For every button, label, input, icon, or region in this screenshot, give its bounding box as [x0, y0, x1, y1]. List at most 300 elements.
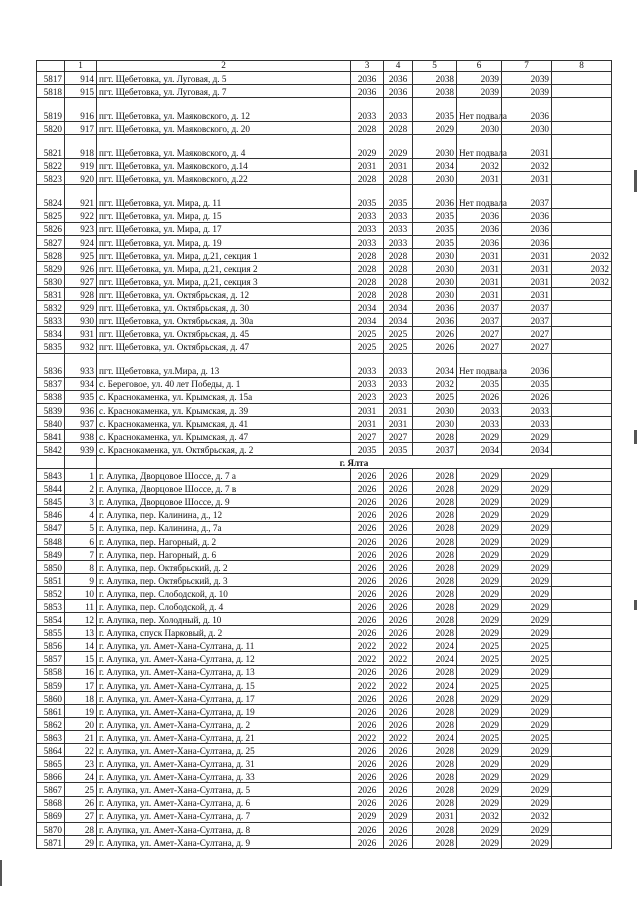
col7-year-cell: 2036 — [502, 98, 552, 122]
col7-year-cell: 2029 — [502, 429, 552, 442]
col5-year-cell: 2030 — [413, 135, 457, 159]
item-id-cell: 933 — [65, 353, 97, 377]
col8-year-cell — [552, 704, 612, 717]
address-cell: с. Береговое, ул. 40 лет Победы, д. 1 — [97, 377, 351, 390]
col5-year-cell: 2026 — [413, 340, 457, 353]
col8-year-cell — [552, 770, 612, 783]
item-id-cell: 26 — [65, 796, 97, 809]
table-row — [37, 442, 612, 455]
col3-year-cell: 2028 — [351, 274, 384, 287]
col6-cell: 2036 — [457, 235, 502, 248]
address-cell: г. Алупка, ул. Амет-Хана-Султана, д. 17 — [97, 691, 351, 704]
col4-year-cell: 2033 — [384, 377, 413, 390]
col3-year-cell: 2034 — [351, 314, 384, 327]
address-cell: г. Алупка, пер. Нагорный, д. 6 — [97, 547, 351, 560]
col5-year-cell: 2028 — [413, 796, 457, 809]
col7-year-cell: 2039 — [502, 85, 552, 98]
col4-year-cell: 2028 — [384, 288, 413, 301]
address-cell: г. Алупка, ул. Амет-Хана-Султана, д. 25 — [97, 744, 351, 757]
col5-year-cell: 2028 — [413, 717, 457, 730]
col4-year-cell: 2027 — [384, 429, 413, 442]
col8-year-cell — [552, 652, 612, 665]
table-row — [37, 704, 612, 717]
col5-year-cell: 2028 — [413, 508, 457, 521]
col4-year-cell: 2022 — [384, 652, 413, 665]
col4-year-cell: 2026 — [384, 495, 413, 508]
col7-year-cell: 2029 — [502, 469, 552, 482]
col8-year-cell — [552, 377, 612, 390]
table-row — [37, 717, 612, 730]
col3-year-cell: 2026 — [351, 796, 384, 809]
table-row — [37, 600, 612, 613]
table-row — [37, 691, 612, 704]
col5-year-cell: 2024 — [413, 652, 457, 665]
col3-year-cell: 2036 — [351, 72, 384, 85]
col3-year-cell: 2033 — [351, 222, 384, 235]
row-number-cell: 5829 — [37, 261, 65, 274]
col3-year-cell: 2026 — [351, 835, 384, 848]
address-cell: пгт. Щебетовка, ул. Октябрьская, д. 45 — [97, 327, 351, 340]
item-id-cell: 927 — [65, 274, 97, 287]
col3-year-cell: 2033 — [351, 209, 384, 222]
address-cell: г. Алупка, ул. Амет-Хана-Султана, д. 11 — [97, 639, 351, 652]
col5-year-cell: 2024 — [413, 678, 457, 691]
col5-year-cell: 2035 — [413, 209, 457, 222]
table-row — [37, 560, 612, 573]
col5-year-cell: 2028 — [413, 587, 457, 600]
table-row — [37, 757, 612, 770]
col6-cell: 2029 — [457, 770, 502, 783]
col4-year-cell: 2033 — [384, 222, 413, 235]
col6-cell: 2029 — [457, 835, 502, 848]
table-row — [37, 340, 612, 353]
col6-cell: 2033 — [457, 416, 502, 429]
table-row — [37, 796, 612, 809]
col4-year-cell: 2026 — [384, 744, 413, 757]
col3-year-cell: 2026 — [351, 770, 384, 783]
col4-year-cell: 2026 — [384, 783, 413, 796]
row-number-cell: 5848 — [37, 534, 65, 547]
col7-year-cell: 2025 — [502, 731, 552, 744]
col5-year-cell: 2035 — [413, 222, 457, 235]
col8-year-cell — [552, 482, 612, 495]
address-cell: пгт. Щебетовка, ул. Маяковского, д. 4 — [97, 135, 351, 159]
address-cell: г. Алупка, спуск Парковый, д. 2 — [97, 626, 351, 639]
col3-year-cell: 2026 — [351, 482, 384, 495]
col8-year-cell — [552, 85, 612, 98]
table-row — [37, 835, 612, 848]
col4-year-cell: 2034 — [384, 301, 413, 314]
row-number-cell: 5836 — [37, 353, 65, 377]
col4-year-cell: 2036 — [384, 85, 413, 98]
item-id-cell: 931 — [65, 327, 97, 340]
table-row — [37, 783, 612, 796]
address-cell: с. Краснокаменка, ул. Крымская, д. 41 — [97, 416, 351, 429]
col7-year-cell: 2037 — [502, 185, 552, 209]
col4-year-cell: 2029 — [384, 809, 413, 822]
table-row — [37, 744, 612, 757]
row-number-cell: 5842 — [37, 442, 65, 455]
row-number-cell: 5856 — [37, 639, 65, 652]
address-cell: пгт. Щебетовка, ул. Маяковского, д.22 — [97, 172, 351, 185]
col5-year-cell: 2036 — [413, 301, 457, 314]
col4-year-cell: 2026 — [384, 822, 413, 835]
column-header-row — [37, 61, 612, 72]
address-cell: г. Алупка, ул. Амет-Хана-Султана, д. 15 — [97, 678, 351, 691]
col7-year-cell: 2029 — [502, 600, 552, 613]
col7-year-cell: 2029 — [502, 757, 552, 770]
col6-cell: 2029 — [457, 783, 502, 796]
col8-year-cell — [552, 403, 612, 416]
col4-year-cell: 2028 — [384, 122, 413, 135]
col4-year-cell: 2029 — [384, 135, 413, 159]
col3-year-cell: 2026 — [351, 495, 384, 508]
table-row — [37, 72, 612, 85]
col8-year-cell — [552, 521, 612, 534]
col5-year-cell: 2028 — [413, 469, 457, 482]
col5-year-cell: 2035 — [413, 235, 457, 248]
item-id-cell: 11 — [65, 600, 97, 613]
item-id-cell: 926 — [65, 261, 97, 274]
item-id-cell: 932 — [65, 340, 97, 353]
item-id-cell: 937 — [65, 416, 97, 429]
item-id-cell: 925 — [65, 248, 97, 261]
table-row — [37, 85, 612, 98]
table-row — [37, 135, 612, 159]
col3-year-cell: 2031 — [351, 159, 384, 172]
table-row — [37, 172, 612, 185]
row-number-cell: 5847 — [37, 521, 65, 534]
col4-year-cell: 2022 — [384, 639, 413, 652]
col3-year-cell: 2026 — [351, 717, 384, 730]
col7-year-cell: 2029 — [502, 796, 552, 809]
col6-cell: 2034 — [457, 442, 502, 455]
col8-year-cell — [552, 809, 612, 822]
col3-year-cell: 2028 — [351, 261, 384, 274]
table-row — [37, 248, 612, 261]
col3-year-cell: 2026 — [351, 547, 384, 560]
address-cell: с. Краснокаменка, ул. Крымская, д. 39 — [97, 403, 351, 416]
scan-edge-mark — [0, 860, 2, 886]
col5-year-cell: 2030 — [413, 172, 457, 185]
col7-year-cell: 2035 — [502, 377, 552, 390]
col8-year-cell — [552, 731, 612, 744]
col4-year-cell: 2036 — [384, 72, 413, 85]
col5-year-cell: 2028 — [413, 665, 457, 678]
col7-year-cell: 2027 — [502, 327, 552, 340]
col8-year-cell — [552, 469, 612, 482]
col7-year-cell: 2029 — [502, 573, 552, 586]
col5-year-cell: 2028 — [413, 744, 457, 757]
col4-year-cell: 2022 — [384, 678, 413, 691]
row-number-cell: 5839 — [37, 403, 65, 416]
address-cell: пгт. Щебетовка, ул. Мира, д. 15 — [97, 209, 351, 222]
row-number-cell: 5869 — [37, 809, 65, 822]
col7-year-cell: 2029 — [502, 587, 552, 600]
row-number-cell: 5861 — [37, 704, 65, 717]
city-row-blank-cell — [65, 456, 97, 469]
col5-year-cell: 2030 — [413, 403, 457, 416]
item-id-cell: 21 — [65, 731, 97, 744]
col3-year-cell: 2035 — [351, 442, 384, 455]
scan-edge-mark — [634, 600, 637, 610]
table-row — [37, 185, 612, 209]
col3-year-cell: 2026 — [351, 469, 384, 482]
col7-year-cell: 2031 — [502, 288, 552, 301]
table-row — [37, 288, 612, 301]
address-cell: пгт. Щебетовка, ул. Мира, д. 11 — [97, 185, 351, 209]
address-cell: г. Алупка, ул. Амет-Хана-Султана, д. 6 — [97, 796, 351, 809]
header-cell: 8 — [552, 61, 612, 72]
address-cell: г. Алупка, ул. Амет-Хана-Султана, д. 31 — [97, 757, 351, 770]
col7-year-cell: 2031 — [502, 274, 552, 287]
col7-year-cell: 2029 — [502, 534, 552, 547]
col4-year-cell: 2028 — [384, 261, 413, 274]
table-row — [37, 587, 612, 600]
col3-year-cell: 2026 — [351, 757, 384, 770]
col4-year-cell: 2026 — [384, 665, 413, 678]
scan-edge-mark — [634, 430, 637, 444]
col3-year-cell: 2022 — [351, 652, 384, 665]
col7-year-cell: 2039 — [502, 72, 552, 85]
col6-cell: 2026 — [457, 390, 502, 403]
col6-cell: 2036 — [457, 222, 502, 235]
col8-year-cell — [552, 613, 612, 626]
col7-year-cell: 2029 — [502, 665, 552, 678]
col3-year-cell: 2026 — [351, 521, 384, 534]
col7-year-cell: 2029 — [502, 547, 552, 560]
col4-year-cell: 2025 — [384, 340, 413, 353]
col5-year-cell: 2024 — [413, 639, 457, 652]
col3-year-cell: 2026 — [351, 783, 384, 796]
city-heading-cell: г. Ялта — [97, 456, 612, 469]
header-cell: 2 — [97, 61, 351, 72]
item-id-cell: 8 — [65, 560, 97, 573]
col3-year-cell: 2026 — [351, 573, 384, 586]
col7-year-cell: 2029 — [502, 626, 552, 639]
row-number-cell: 5860 — [37, 691, 65, 704]
row-number-cell: 5843 — [37, 469, 65, 482]
col5-year-cell: 2028 — [413, 783, 457, 796]
col5-year-cell: 2028 — [413, 534, 457, 547]
table-row — [37, 495, 612, 508]
col5-year-cell: 2035 — [413, 98, 457, 122]
address-cell: г. Алупка, пер. Нагорный, д. 2 — [97, 534, 351, 547]
col6-cell: 2039 — [457, 72, 502, 85]
col3-year-cell: 2026 — [351, 822, 384, 835]
col6-cell: 2031 — [457, 288, 502, 301]
row-number-cell: 5849 — [37, 547, 65, 560]
item-id-cell: 914 — [65, 72, 97, 85]
table-row — [37, 222, 612, 235]
row-number-cell: 5853 — [37, 600, 65, 613]
col4-year-cell: 2034 — [384, 314, 413, 327]
col7-year-cell: 2037 — [502, 314, 552, 327]
col7-year-cell: 2032 — [502, 159, 552, 172]
address-cell: пгт. Щебетовка, ул. Октябрьская, д. 47 — [97, 340, 351, 353]
col7-year-cell: 2029 — [502, 495, 552, 508]
address-cell: пгт. Щебетовка, ул. Октябрьская, д. 30а — [97, 314, 351, 327]
col3-year-cell: 2033 — [351, 98, 384, 122]
item-id-cell: 921 — [65, 185, 97, 209]
row-number-cell: 5834 — [37, 327, 65, 340]
row-number-cell: 5867 — [37, 783, 65, 796]
row-number-cell: 5870 — [37, 822, 65, 835]
col5-year-cell: 2026 — [413, 327, 457, 340]
city-heading-row — [37, 456, 612, 469]
col3-year-cell: 2036 — [351, 85, 384, 98]
col6-cell: 2029 — [457, 469, 502, 482]
col7-year-cell: 2036 — [502, 353, 552, 377]
table-row — [37, 731, 612, 744]
scan-edge-mark — [634, 170, 637, 192]
col6-cell: Нет подвала — [457, 98, 502, 122]
col8-year-cell — [552, 534, 612, 547]
table-row — [37, 652, 612, 665]
address-cell: г. Алупка, пер. Октябрьский, д. 3 — [97, 573, 351, 586]
col4-year-cell: 2026 — [384, 757, 413, 770]
row-number-cell: 5819 — [37, 98, 65, 122]
item-id-cell: 19 — [65, 704, 97, 717]
row-number-cell: 5854 — [37, 613, 65, 626]
item-id-cell: 938 — [65, 429, 97, 442]
table-body — [37, 61, 612, 849]
col8-year-cell — [552, 665, 612, 678]
address-cell: г. Алупка, Дворцовое Шоссе, д. 7 в — [97, 482, 351, 495]
item-id-cell: 20 — [65, 717, 97, 730]
col3-year-cell: 2028 — [351, 288, 384, 301]
item-id-cell: 17 — [65, 678, 97, 691]
col8-year-cell — [552, 222, 612, 235]
item-id-cell: 28 — [65, 822, 97, 835]
item-id-cell: 15 — [65, 652, 97, 665]
item-id-cell: 922 — [65, 209, 97, 222]
col5-year-cell: 2028 — [413, 600, 457, 613]
row-number-cell: 5831 — [37, 288, 65, 301]
col5-year-cell: 2028 — [413, 613, 457, 626]
col8-year-cell — [552, 442, 612, 455]
col3-year-cell: 2031 — [351, 403, 384, 416]
item-id-cell: 1 — [65, 469, 97, 482]
address-cell: г. Алупка, ул. Амет-Хана-Султана, д. 21 — [97, 731, 351, 744]
address-cell: пгт. Щебетовка, ул. Маяковского, д. 12 — [97, 98, 351, 122]
table-row — [37, 547, 612, 560]
col6-cell: 2032 — [457, 809, 502, 822]
col7-year-cell: 2029 — [502, 613, 552, 626]
col7-year-cell: 2029 — [502, 770, 552, 783]
col8-year-cell — [552, 783, 612, 796]
col6-cell: 2029 — [457, 626, 502, 639]
address-cell: г. Алупка, пер. Слободской, д. 4 — [97, 600, 351, 613]
col5-year-cell: 2025 — [413, 390, 457, 403]
address-cell: г. Алупка, ул. Амет-Хана-Султана, д. 9 — [97, 835, 351, 848]
col6-cell: Нет подвала — [457, 185, 502, 209]
col4-year-cell: 2025 — [384, 327, 413, 340]
col3-year-cell: 2034 — [351, 301, 384, 314]
header-cell: 7 — [502, 61, 552, 72]
col3-year-cell: 2025 — [351, 340, 384, 353]
col4-year-cell: 2026 — [384, 547, 413, 560]
table-row — [37, 678, 612, 691]
item-id-cell: 916 — [65, 98, 97, 122]
col3-year-cell: 2026 — [351, 587, 384, 600]
col5-year-cell: 2032 — [413, 377, 457, 390]
address-cell: г. Алупка, ул. Амет-Хана-Султана, д. 19 — [97, 704, 351, 717]
col4-year-cell: 2033 — [384, 209, 413, 222]
col4-year-cell: 2026 — [384, 469, 413, 482]
table-row — [37, 521, 612, 534]
col8-year-cell — [552, 185, 612, 209]
col7-year-cell: 2037 — [502, 301, 552, 314]
col6-cell: 2029 — [457, 757, 502, 770]
col7-year-cell: 2031 — [502, 248, 552, 261]
col7-year-cell: 2029 — [502, 560, 552, 573]
col7-year-cell: 2036 — [502, 222, 552, 235]
address-cell: пгт. Щебетовка, ул.Мира, д. 13 — [97, 353, 351, 377]
row-number-cell: 5851 — [37, 573, 65, 586]
col4-year-cell: 2035 — [384, 185, 413, 209]
table-row — [37, 327, 612, 340]
col6-cell: Нет подвала — [457, 135, 502, 159]
table-row — [37, 314, 612, 327]
col4-year-cell: 2026 — [384, 704, 413, 717]
col6-cell: 2029 — [457, 521, 502, 534]
col6-cell: 2029 — [457, 665, 502, 678]
col7-year-cell: 2029 — [502, 704, 552, 717]
col8-year-cell — [552, 835, 612, 848]
table-row — [37, 534, 612, 547]
col7-year-cell: 2031 — [502, 135, 552, 159]
col5-year-cell: 2028 — [413, 429, 457, 442]
col6-cell: 2025 — [457, 678, 502, 691]
item-id-cell: 924 — [65, 235, 97, 248]
col4-year-cell: 2028 — [384, 274, 413, 287]
col8-year-cell — [552, 560, 612, 573]
col5-year-cell: 2028 — [413, 547, 457, 560]
header-cell: 1 — [65, 61, 97, 72]
row-number-cell: 5820 — [37, 122, 65, 135]
table-row — [37, 235, 612, 248]
address-cell: пгт. Щебетовка, ул. Мира, д. 19 — [97, 235, 351, 248]
col7-year-cell: 2027 — [502, 340, 552, 353]
table-row — [37, 508, 612, 521]
col3-year-cell: 2026 — [351, 704, 384, 717]
item-id-cell: 22 — [65, 744, 97, 757]
col8-year-cell — [552, 508, 612, 521]
header-cell-blank — [37, 61, 65, 72]
col8-year-cell — [552, 757, 612, 770]
row-number-cell: 5830 — [37, 274, 65, 287]
col4-year-cell: 2023 — [384, 390, 413, 403]
col4-year-cell: 2026 — [384, 613, 413, 626]
col7-year-cell: 2036 — [502, 209, 552, 222]
address-cell: пгт. Щебетовка, ул. Мира, д.21, секция 1 — [97, 248, 351, 261]
row-number-cell: 5864 — [37, 744, 65, 757]
col5-year-cell: 2036 — [413, 185, 457, 209]
col6-cell: 2027 — [457, 340, 502, 353]
row-number-cell: 5826 — [37, 222, 65, 235]
col4-year-cell: 2035 — [384, 442, 413, 455]
row-number-cell: 5859 — [37, 678, 65, 691]
item-id-cell: 7 — [65, 547, 97, 560]
row-number-cell: 5840 — [37, 416, 65, 429]
table-row — [37, 429, 612, 442]
col3-year-cell: 2026 — [351, 508, 384, 521]
col3-year-cell: 2022 — [351, 639, 384, 652]
col4-year-cell: 2026 — [384, 534, 413, 547]
address-cell: г. Алупка, пер. Калинина, д., 7а — [97, 521, 351, 534]
col3-year-cell: 2035 — [351, 185, 384, 209]
